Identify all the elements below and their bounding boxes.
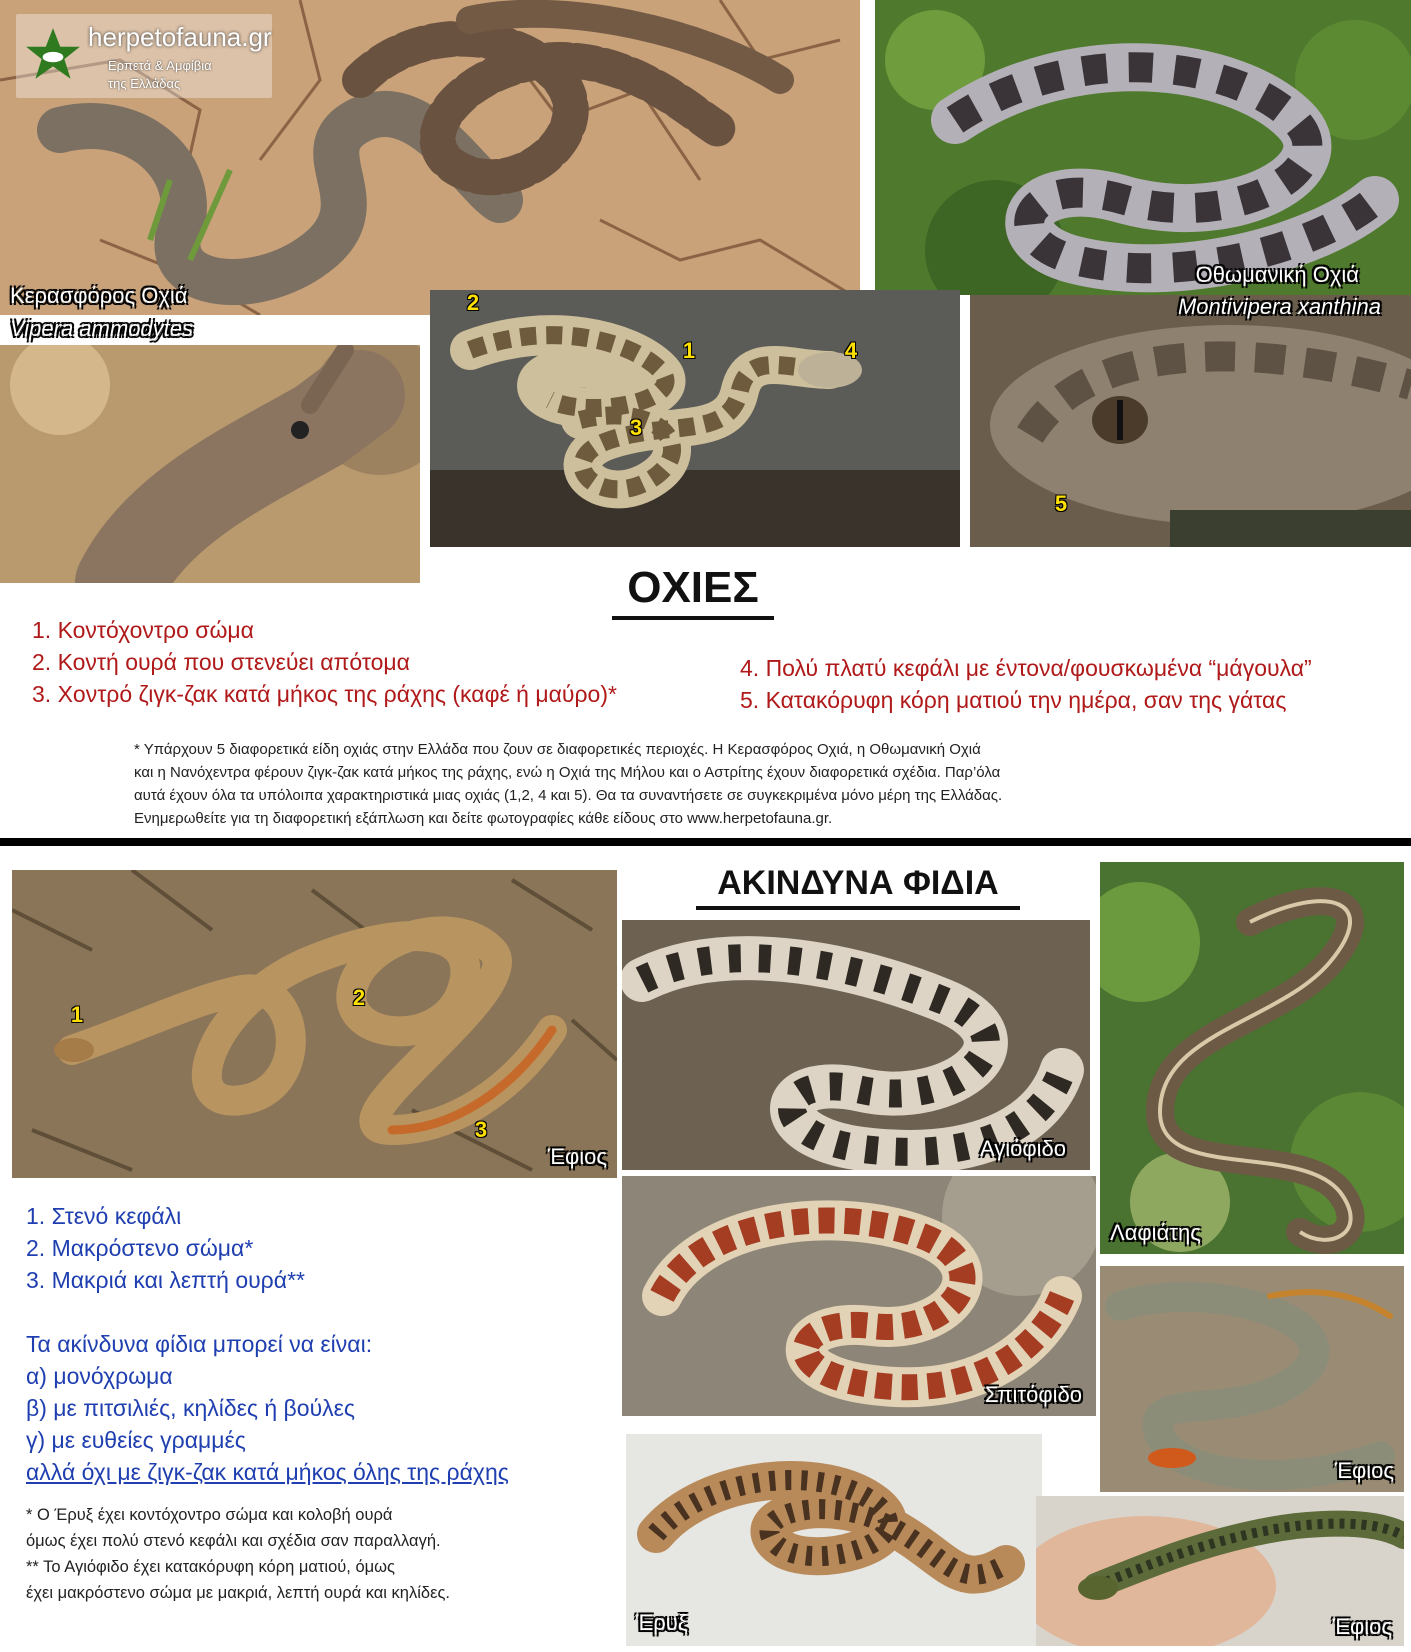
harmless-footnote-line-1: * Ο Έρυξ έχει κοντόχοντρο σώμα και κολοβή ουρά <box>26 1506 393 1524</box>
viper-trait-1: 1. Κοντόχοντρο σώμα <box>32 617 254 643</box>
caption-agiofido: Αγιόφιδο <box>979 1136 1066 1161</box>
caption-spitofido: Σπιτόφιδο <box>984 1382 1082 1407</box>
harmless-trait-2: 2. Μακρόστενο σώμα* <box>26 1235 254 1261</box>
viper-footnote-line-1: * Υπάρχουν 5 διαφορετικά είδη οχιάς στην Ελλάδα που ζουν σε διαφορετικές περιοχές. Η Κερασφόρος Οχιά, η Οθωμανική Οχιά <box>134 741 981 758</box>
caption-efios-3: Έφιος <box>1332 1614 1392 1639</box>
viper-marker-2: 2 <box>466 290 480 315</box>
harmless-footnote-line-2: όμως έχει πολύ στενό κεφάλι και σχέδια σαν παραλλαγή. <box>26 1532 441 1550</box>
photo-viper-head-horn <box>0 345 420 583</box>
photo-ottoman-viper <box>875 0 1411 295</box>
caption-xanthina-latin: Montivipera xanthina <box>1177 294 1381 319</box>
photo-nose-horned-vipers <box>0 0 860 315</box>
viper-trait-2: 2. Κοντή ουρά που στενεύει απότομα <box>32 649 410 675</box>
harmless-footnote-line-4: έχει μακρόστενο σώμα με μακριά, λεπτή ουρά και κηλίδες. <box>26 1584 450 1602</box>
caption-efios-main: Έφιος <box>547 1144 607 1169</box>
viper-footnote-line-4: Ενημερωθείτε για τη διαφορετική εξάπλωση και δείτε φωτογραφίες κάθε είδους στο www.herpetofauna.gr. <box>134 810 833 827</box>
photo-lafiatis <box>1100 862 1404 1254</box>
vipers-heading: ΟΧΙΕΣ <box>612 566 774 620</box>
caption-lafiatis: Λαφιάτης <box>1110 1220 1201 1245</box>
logo-tagline-1: Ερπετά & Αμφίβια <box>108 58 212 73</box>
pattern-item-a: α) μονόχρωμα <box>26 1363 173 1389</box>
harmless-marker-3: 3 <box>474 1117 488 1142</box>
harmless-trait-3: 3. Μακριά και λεπτή ουρά** <box>26 1267 305 1293</box>
viper-marker-3: 3 <box>629 415 643 440</box>
site-logo <box>16 14 272 98</box>
photo-whip-snake-main <box>12 870 617 1178</box>
viper-marker-5: 5 <box>1054 491 1068 516</box>
caption-ammodytes-latin: Vipera ammodytes <box>10 316 194 341</box>
harmless-footnote-line-3: ** Το Αγιόφιδο έχει κατακόρυφη κόρη ματιού, όμως <box>26 1558 395 1576</box>
caption-xanthina-common: Οθωμανική Οχιά <box>1195 262 1359 287</box>
pattern-item-b: β) με πιτσιλιές, κηλίδες ή βούλες <box>26 1395 355 1421</box>
viper-marker-1: 1 <box>682 338 696 363</box>
photo-agiofido <box>622 920 1090 1170</box>
viper-trait-4: 4. Πολύ πλατύ κεφάλι με έντονα/φουσκωμένα “μάγουλα” <box>740 655 1312 681</box>
photo-coiled-viper <box>430 290 960 547</box>
viper-trait-3: 3. Χοντρό ζιγκ-ζακ κατά μήκος της ράχης (καφέ ή μαύρο)* <box>32 681 617 707</box>
logo-tagline-2: της Ελλάδας <box>108 76 181 91</box>
pattern-exception: αλλά όχι με ζιγκ-ζακ κατά μήκος όλης της ράχης <box>26 1459 509 1485</box>
viper-marker-4: 4 <box>844 338 858 363</box>
caption-efios-2: Έφιος <box>1334 1458 1394 1483</box>
gecko-logo-icon <box>22 24 84 86</box>
harmless-marker-2: 2 <box>352 985 366 1010</box>
photo-spitofido <box>622 1176 1096 1416</box>
patterns-intro: Τα ακίνδυνα φίδια μπορεί να είναι: <box>26 1331 373 1357</box>
logo-site-name: herpetofauna.gr <box>88 22 272 52</box>
harmless-marker-1: 1 <box>70 1002 84 1027</box>
harmless-heading: ΑΚΙΝΔΥΝΑ ΦΙΔΙΑ <box>696 866 1020 910</box>
caption-eryx: Έρυξ <box>636 1610 688 1635</box>
photo-efios-3 <box>1036 1496 1404 1646</box>
viper-trait-5: 5. Κατακόρυφη κόρη ματιού την ημέρα, σαν της γάτας <box>740 687 1287 713</box>
pattern-item-c: γ) με ευθείες γραμμές <box>26 1427 246 1453</box>
photo-efios-2 <box>1100 1266 1404 1492</box>
viper-footnote-line-2: και η Νανόχεντρα φέρουν ζιγκ-ζακ κατά μήκος της ράχης, ενώ η Οχιά της Μήλου και ο Αστρίτης έχουν διαφορετικά σχέδια. Παρ’όλα <box>134 764 1001 781</box>
viper-footnote-line-3: αυτά έχουν όλα τα υπόλοιπα χαρακτηριστικά μιας οχιάς (1,2, 4 και 5). Θα τα συναντήσετε σε συγκεκριμένα μόνο μέρη της Ελλάδας. <box>134 787 1003 804</box>
photo-viper-eye <box>970 295 1411 547</box>
photo-eryx <box>626 1434 1042 1646</box>
caption-ammodytes-common: Κερασφόρος Οχιά <box>10 283 188 308</box>
harmless-trait-1: 1. Στενό κεφάλι <box>26 1203 182 1229</box>
